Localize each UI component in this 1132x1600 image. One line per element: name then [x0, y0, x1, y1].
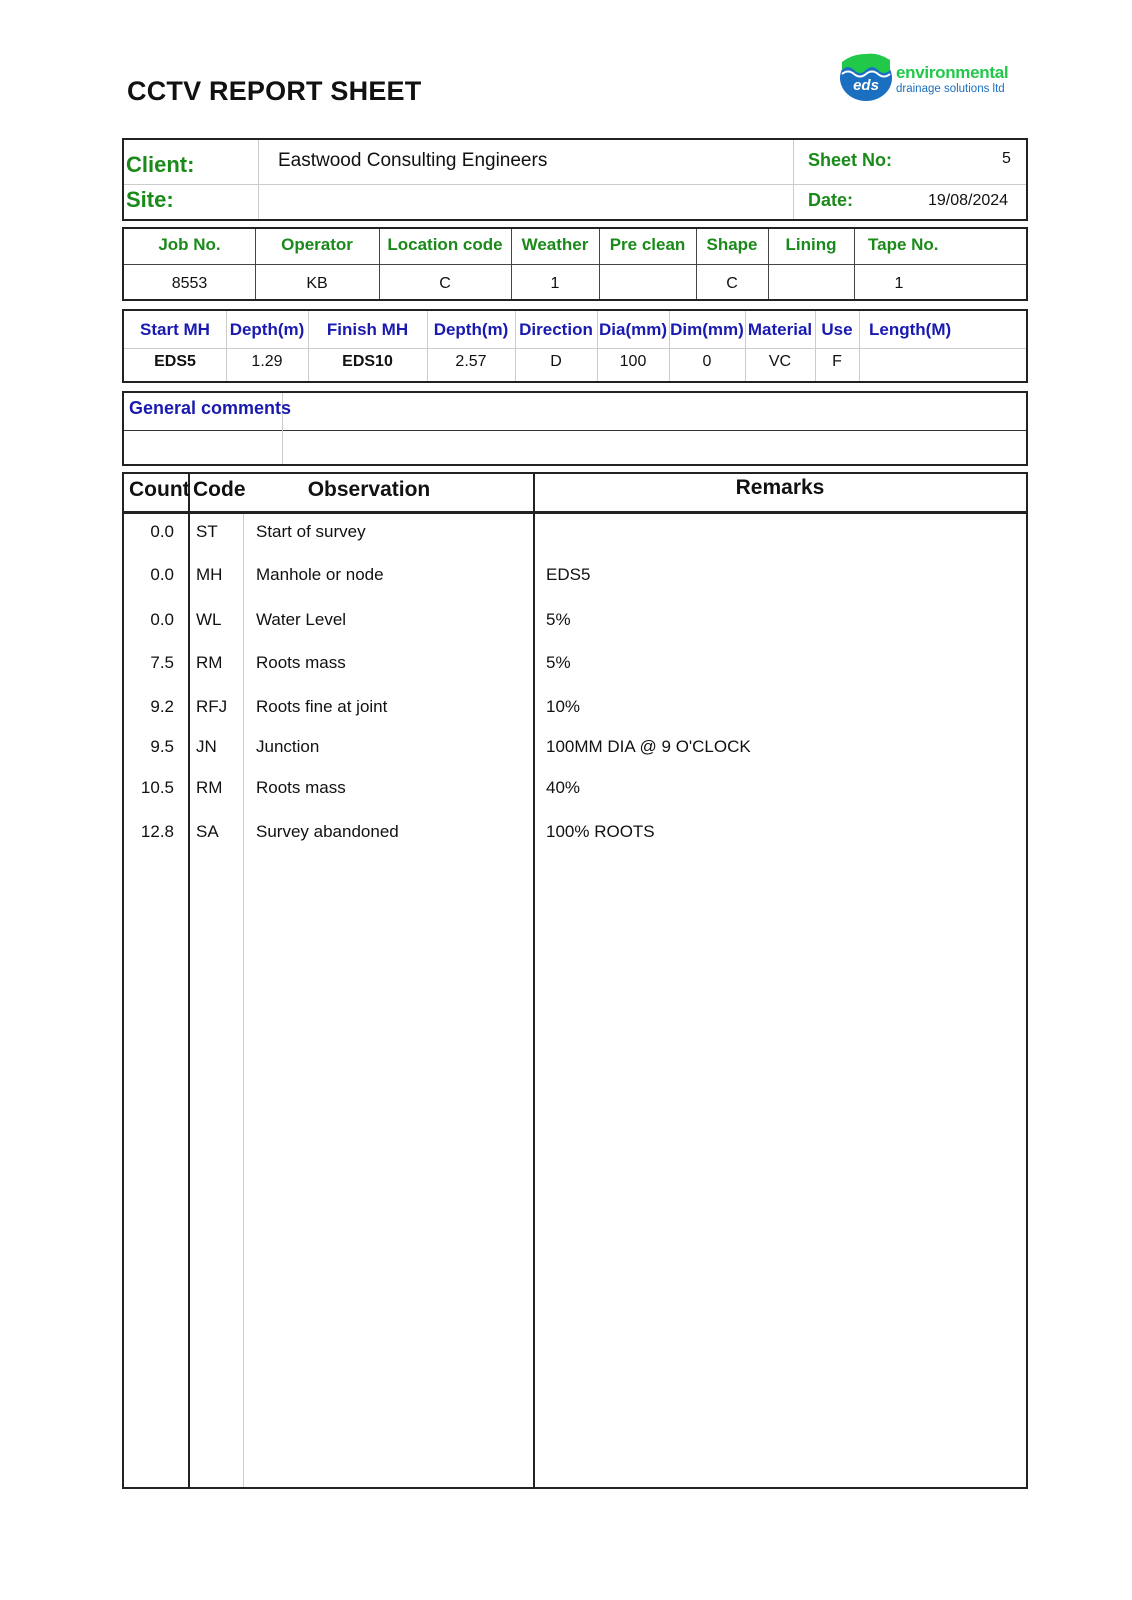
observation-observation: Roots mass — [256, 653, 346, 672]
job-table-header: Pre clean — [609, 235, 686, 254]
observation-observation: Start of survey — [256, 522, 366, 541]
job-table-value: KB — [306, 275, 328, 292]
job-table-header: Location code — [387, 235, 503, 254]
observation-code: MH — [196, 565, 223, 584]
observation-count: 0.0 — [150, 610, 174, 629]
code-header: Code — [193, 478, 246, 501]
pipe-table-value: F — [832, 353, 842, 370]
site-label: Site: — [126, 187, 174, 212]
pipe-table-value: EDS5 — [154, 353, 196, 370]
logo-word-environmental: environmental — [896, 63, 1009, 82]
logo-badge-text: eds — [853, 77, 879, 94]
job-table-value: 1 — [550, 275, 560, 292]
logo-word-subtitle: drainage solutions ltd — [896, 83, 1005, 95]
observation-remarks: EDS5 — [546, 565, 591, 584]
pipe-table-header: Use — [821, 320, 853, 339]
observation-observation: Junction — [256, 737, 320, 756]
job-table-header: Job No. — [158, 235, 221, 254]
job-table-header: Tape No. — [868, 235, 939, 254]
date-label: Date: — [808, 190, 854, 210]
observation-code: RFJ — [196, 697, 228, 716]
pipe-table-value: D — [550, 353, 562, 370]
pipe-table-value: 1.29 — [251, 353, 283, 370]
observation-remarks: 100% ROOTS — [546, 822, 655, 841]
pipe-table-header: Depth(m) — [229, 320, 305, 339]
pipe-table-value: EDS10 — [342, 353, 393, 370]
pipe-table-header: Depth(m) — [433, 320, 509, 339]
observation-count: 0.0 — [150, 565, 174, 584]
observation-remarks: 100MM DIA @ 9 O'CLOCK — [546, 737, 751, 756]
page-title: CCTV REPORT SHEET — [127, 76, 422, 106]
observation-count: 9.2 — [150, 697, 174, 716]
job-table-header: Shape — [706, 235, 758, 254]
observation-code: ST — [196, 522, 218, 541]
pipe-table-value: VC — [768, 353, 792, 370]
pipe-table-header: Start MH — [140, 320, 210, 339]
job-table-header: Weather — [521, 235, 589, 254]
eds-logo-icon — [838, 52, 894, 102]
pipe-table-header: Direction — [519, 320, 593, 339]
count-header: Count — [129, 478, 190, 501]
pipe-table-value: 2.57 — [455, 353, 487, 370]
client-label: Client: — [126, 152, 195, 177]
observation-count: 7.5 — [150, 653, 174, 672]
observation-code: WL — [196, 610, 222, 629]
job-table-value: 1 — [894, 275, 904, 292]
pipe-table-value: 100 — [619, 353, 647, 370]
observation-observation: Roots fine at joint — [256, 697, 388, 716]
pipe-table-value: 0 — [702, 353, 712, 370]
job-table-header: Operator — [281, 235, 353, 254]
observation-header: Observation — [307, 478, 431, 501]
observation-remarks: 5% — [546, 653, 571, 672]
observation-code: SA — [196, 822, 219, 841]
sheet-no-label: Sheet No: — [808, 150, 893, 170]
observation-count: 0.0 — [150, 522, 174, 541]
observation-observation: Survey abandoned — [256, 822, 399, 841]
job-table-header: Lining — [785, 235, 837, 254]
remarks-header: Remarks — [735, 476, 825, 499]
job-table-value: C — [726, 275, 738, 292]
job-table-value: C — [439, 275, 451, 292]
pipe-table-header: Dia(mm) — [598, 320, 667, 339]
company-logo — [838, 52, 1028, 104]
job-table-value: 8553 — [171, 275, 208, 292]
observation-remarks: 5% — [546, 610, 571, 629]
pipe-table-header: Length(M) — [869, 320, 952, 339]
client-value: Eastwood Consulting Engineers — [278, 150, 548, 171]
pipe-table-header: Material — [747, 320, 813, 339]
observation-code: RM — [196, 778, 223, 797]
sheet-no-value: 5 — [1002, 150, 1011, 167]
date-value: 19/08/2024 — [928, 192, 1009, 209]
observation-observation: Roots mass — [256, 778, 346, 797]
observation-count: 12.8 — [140, 822, 174, 841]
observation-code: JN — [196, 737, 217, 756]
observation-count: 9.5 — [150, 737, 174, 756]
observation-observation: Manhole or node — [256, 565, 384, 584]
observation-observation: Water Level — [256, 610, 347, 629]
pipe-table-header: Dim(mm) — [670, 320, 744, 339]
pipe-table-header: Finish MH — [326, 320, 409, 339]
observation-code: RM — [196, 653, 223, 672]
observation-remarks: 40% — [546, 778, 581, 797]
observation-remarks: 10% — [546, 697, 581, 716]
observation-count: 10.5 — [140, 778, 174, 797]
general-comments-label: General comments — [129, 398, 292, 418]
